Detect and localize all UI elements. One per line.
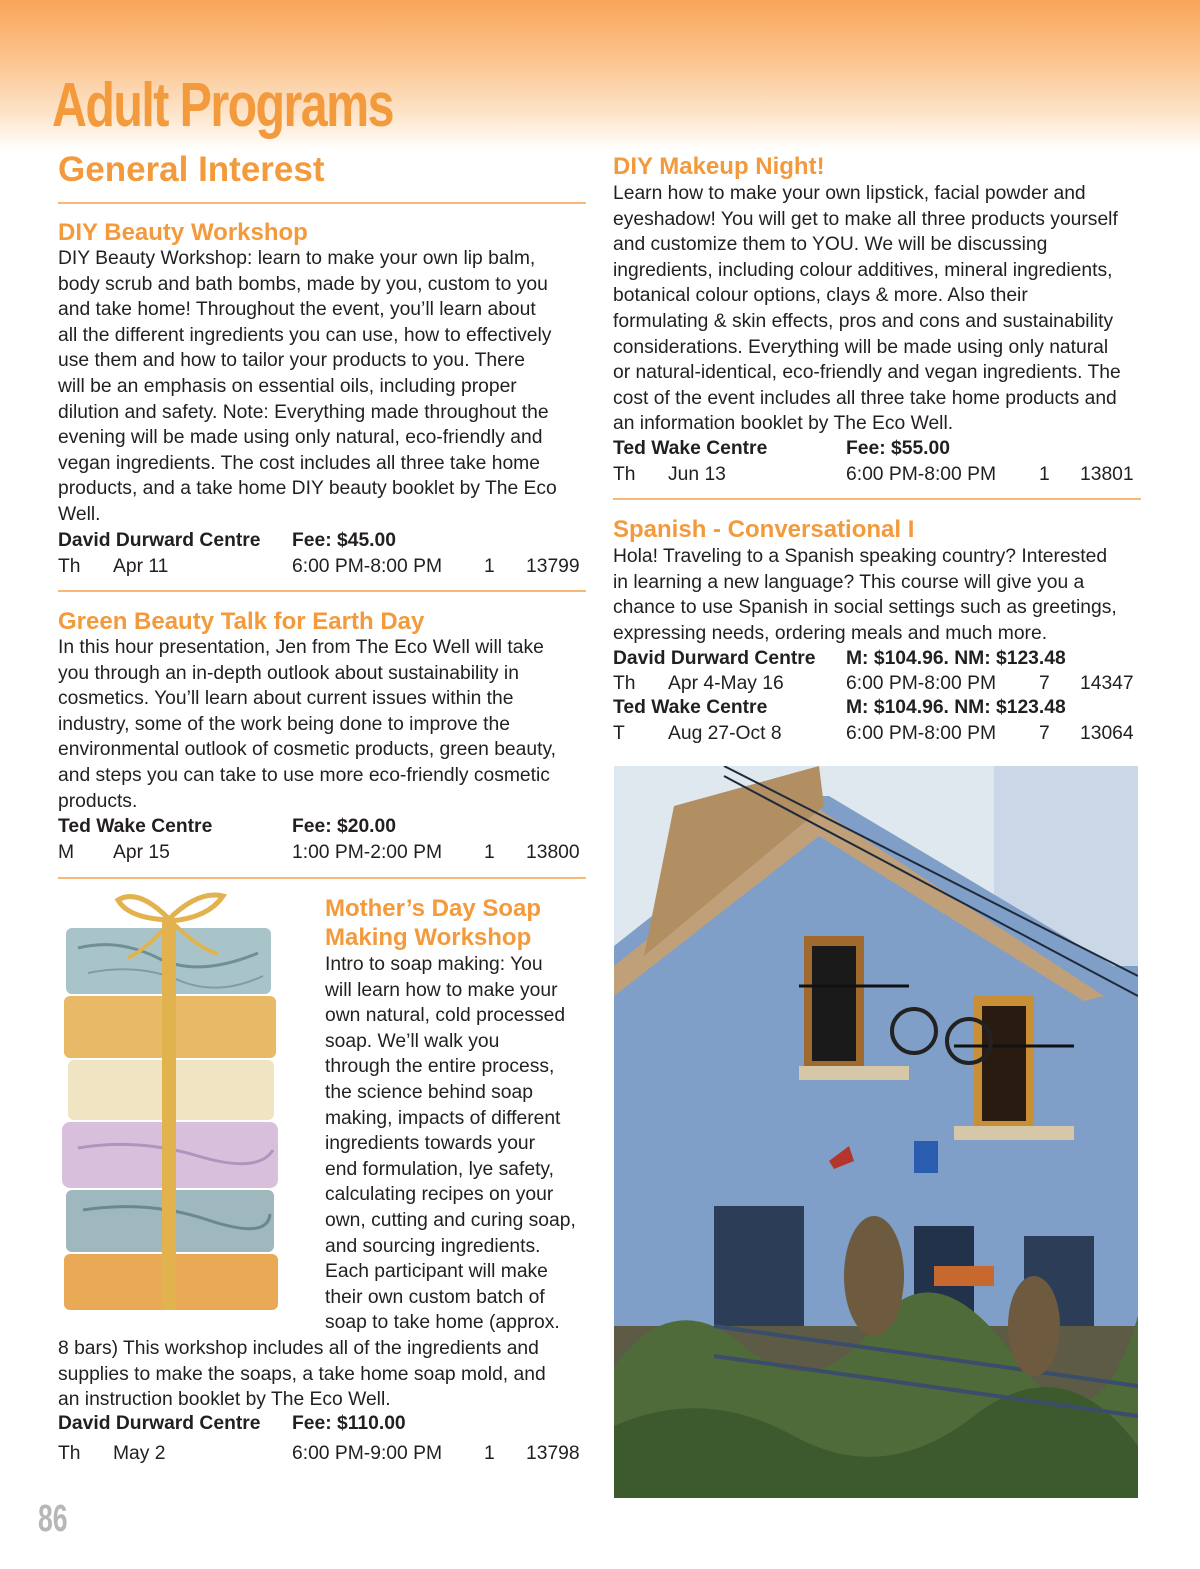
fee: Fee: $45.00 — [292, 530, 396, 551]
time: 1:00 PM-2:00 PM — [292, 842, 443, 863]
time: 6:00 PM-8:00 PM — [846, 464, 997, 485]
location: David Durward Centre — [58, 1413, 261, 1434]
soap-workshop-description-continued: 8 bars) This workshop includes all of the ingredients and supplies to make the soaps, a take home soap mold, and an instruction booklet by The Eco Well. — [58, 1338, 546, 1411]
section-title: General Interest — [58, 150, 325, 189]
course-code: 13801 — [1080, 464, 1134, 485]
course-code: 13799 — [526, 556, 580, 577]
fee: M: $104.96. NM: $123.48 — [846, 648, 1066, 669]
makeup-night-title: DIY Makeup Night! — [613, 153, 825, 180]
date: Apr 4-May 16 — [668, 673, 784, 694]
blue-house-photo — [614, 766, 1138, 1498]
diy-beauty-description: DIY Beauty Workshop: learn to make your own lip balm, body scrub and bath bombs, made by you, custom to you and take home! Throughout the event, you’ll learn about all the different ingredients you can use, how to effectively use them and how to tailor your products to you. There will be an emphasis on essential oils, including proper dilution and safety. Note: Everything made throughout the evening will be made using only natural, eco-friendly and vegan ingredients. The cost includes all three take home products, and a take home DIY beauty booklet by The Eco Well. — [58, 248, 557, 525]
page-title: Adult Programs — [52, 71, 393, 140]
soap-workshop-title: Mother’s Day Soap Making Workshop — [325, 895, 542, 951]
fee: Fee: $20.00 — [292, 816, 396, 837]
course-code: 13800 — [526, 842, 580, 863]
date: Apr 15 — [113, 842, 170, 863]
location: David Durward Centre — [58, 530, 261, 551]
diy-beauty-title: DIY Beauty Workshop — [58, 219, 308, 246]
spanish-description: Hola! Traveling to a Spanish speaking country? Interested in learning a new language? This course will give you a chance to use Spanish in social settings such as greetings, expressing needs, ordering meals and much more. — [613, 546, 1117, 644]
day: Th — [613, 464, 636, 485]
course-code: 14347 — [1080, 673, 1134, 694]
time: 6:00 PM-8:00 PM — [846, 673, 997, 694]
divider — [58, 877, 586, 879]
location: David Durward Centre — [613, 648, 816, 669]
sessions: 1 — [484, 842, 495, 863]
makeup-night-description: Learn how to make your own lipstick, facial powder and eyeshadow! You will get to make all three products yourself and customize them to YOU. We will be discussing ingredients, including colour additives, mineral ingredients, botanical colour options, clays & more. Also their formulating & skin effects, pros and cons and sustainability considerations. Everything will be made using only natural or natural-identical, eco-friendly and vegan ingredients. The cost of the event includes all three take home products and an information booklet by The Eco Well. — [613, 183, 1121, 435]
time: 6:00 PM-8:00 PM — [292, 556, 443, 577]
green-beauty-description: In this hour presentation, Jen from The Eco Well will take you through an in-depth outlook about sustainability in cosmetics. You’ll learn about current issues within the industry, some of the work being done to improve the environmental outlook of cosmetic products, green beauty, and steps you can take to use more eco-friendly cosmetic products. — [58, 637, 557, 812]
soap-workshop-description: Intro to soap making: You will learn how to make your own natural, cold processed soap. We’ll walk you through the entire process, the science behind soap making, impacts of different ingredients towards your end formulation, lye safety, calculating recipes on your own, cutting and curing soap, and sourcing ingredients. Each participant will make their own custom batch of soap to take home (approx. — [325, 954, 576, 1334]
time: 6:00 PM-8:00 PM — [846, 723, 997, 744]
spanish-title: Spanish - Conversational I — [613, 516, 915, 543]
day: M — [58, 842, 75, 863]
course-code: 13064 — [1080, 723, 1134, 744]
day: T — [613, 723, 625, 744]
page-number: 86 — [38, 1498, 68, 1540]
soap-stack-image — [58, 888, 310, 1313]
fee: M: $104.96. NM: $123.48 — [846, 697, 1066, 718]
fee: Fee: $55.00 — [846, 438, 950, 459]
date: Jun 13 — [668, 464, 726, 485]
green-beauty-title: Green Beauty Talk for Earth Day — [58, 608, 425, 635]
date: Apr 11 — [113, 556, 169, 577]
location: Ted Wake Centre — [58, 816, 213, 837]
sessions: 1 — [484, 1443, 495, 1464]
day: Th — [58, 1443, 81, 1464]
sessions: 7 — [1039, 723, 1050, 744]
sessions: 7 — [1039, 673, 1050, 694]
divider — [58, 202, 586, 204]
time: 6:00 PM-9:00 PM — [292, 1443, 443, 1464]
day: Th — [613, 673, 636, 694]
day: Th — [58, 556, 81, 577]
fee: Fee: $110.00 — [292, 1413, 406, 1434]
location: Ted Wake Centre — [613, 697, 768, 718]
course-code: 13798 — [526, 1443, 580, 1464]
sessions: 1 — [1039, 464, 1050, 485]
location: Ted Wake Centre — [613, 438, 768, 459]
divider — [613, 498, 1141, 500]
sessions: 1 — [484, 556, 495, 577]
date: Aug 27-Oct 8 — [668, 723, 782, 744]
divider — [58, 590, 586, 592]
date: May 2 — [113, 1443, 166, 1464]
